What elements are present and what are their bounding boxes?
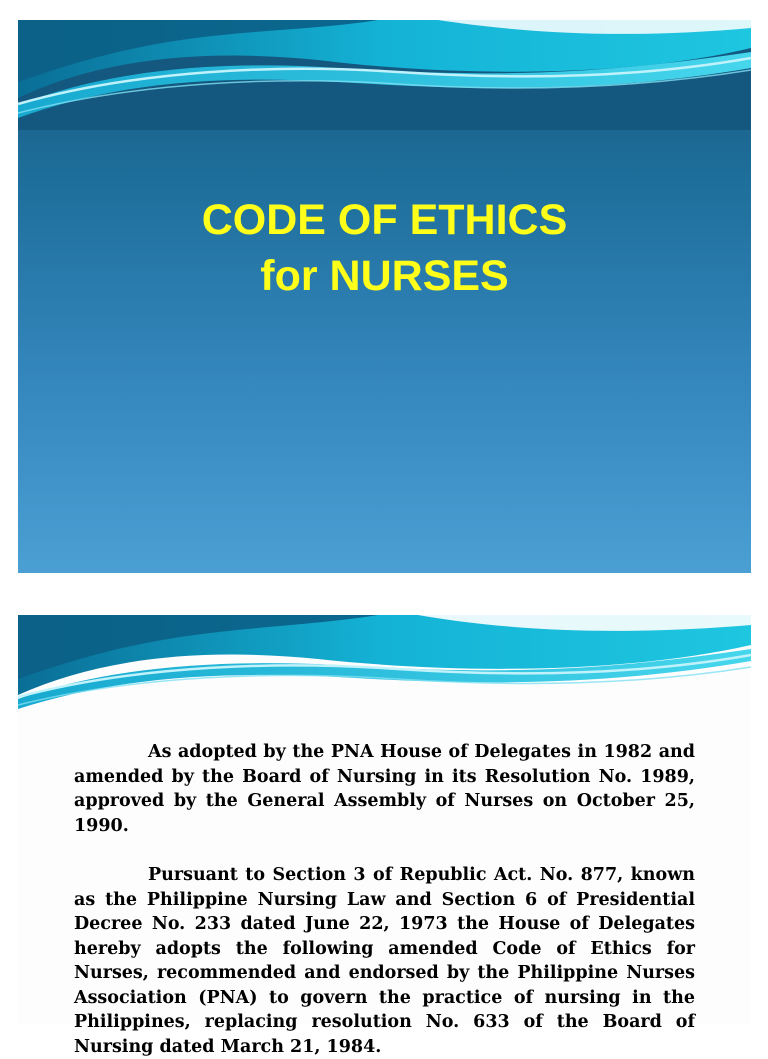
header-swoosh-decoration: [18, 615, 751, 715]
preamble-paragraph-2: Pursuant to Section 3 of Republic Act. No. 877, known as the Philippine Nursing Law and Section 6 of Presidential Decree No. 233 dated June 22, 1973 the House of Delegates hereby adopts the following amended Code of Ethics for Nurses, recommended and endorsed by the Philippine Nurses Association (PNA) to govern the practice of nursing in the Philippines, replacing resolution No. 633 of the Board of Nursing dated March 21, 1984.: [74, 865, 695, 1057]
title-slide: [18, 20, 751, 573]
title-line-1: CODE OF ETHICS: [201, 196, 568, 244]
preamble-paragraph-1: As adopted by the PNA House of Delegates in 1982 and amended by the Board of Nursing in its Resolution No. 1989, approved by the General Assembly of Nurses on October 25, 1990.: [74, 742, 695, 836]
slide-title: [18, 192, 751, 304]
preamble-slide: [18, 615, 751, 1057]
header-swoosh-decoration: [18, 20, 751, 130]
title-line-2: for NURSES: [260, 252, 509, 300]
